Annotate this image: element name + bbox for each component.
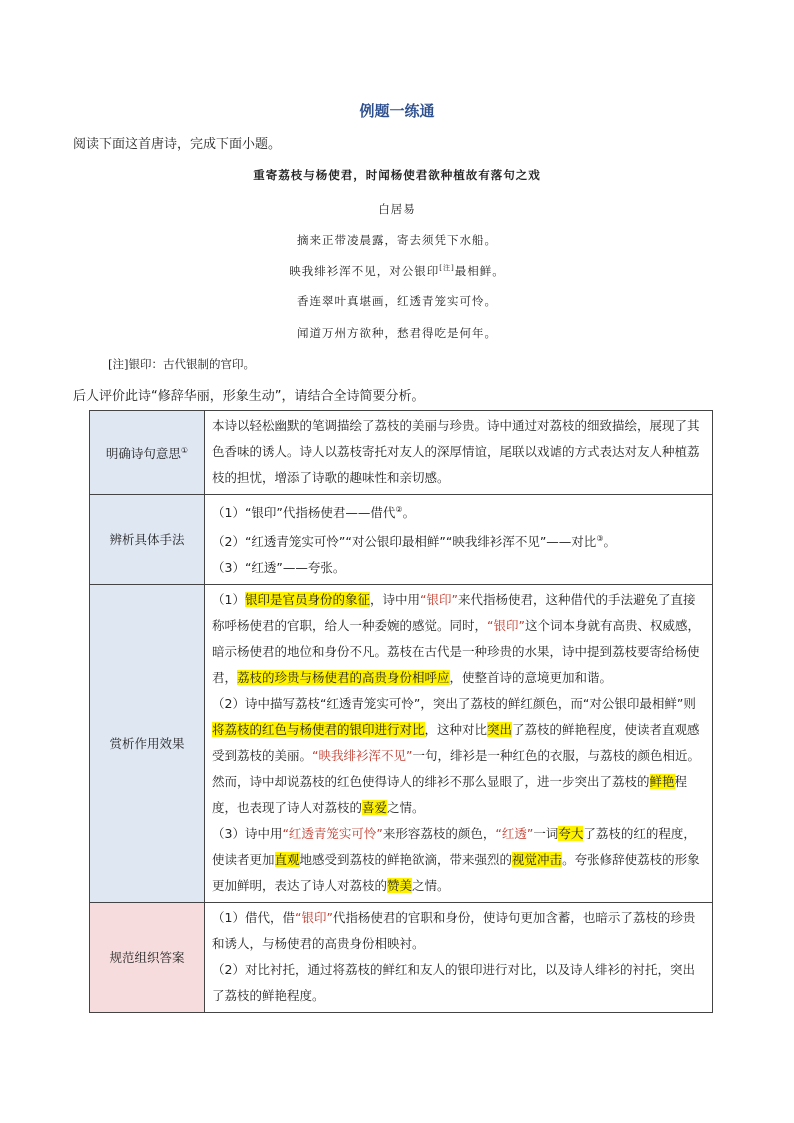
effect-paragraph-3: （3）诗中用“红透青笼实可怜”来形容荔枝的颜色，“红透”一词夸大了荔枝的红的程度，使读者更加直观地感受到荔枝的鲜艳欲滴，带来强烈的视觉冲击。夸张修辞使荔枝的形象更加鲜明，表达了诗人对荔枝的赞美之情。: [212, 826, 700, 894]
page-title: 例题一练通: [359, 102, 435, 120]
question-text: 后人评价此诗“修辞华丽，形象生动”，请结合全诗简要分析。: [73, 389, 425, 404]
technique-item: （2）“红透青笼实可怜”“对公银印最相鲜”“映我绯衫浑不见”——对比③。: [212, 534, 616, 550]
poem-note: [注]银印：古代银制的官印。: [108, 357, 255, 371]
poem-title: 重寄荔枝与杨使君，时闻杨使君欲种植故有落句之戏: [253, 168, 541, 182]
row-body-answer: [205, 903, 713, 1013]
table-row: [90, 585, 713, 903]
effect-paragraph-2: （2）诗中描写荔枝“红透青笼实可怜”，突出了荔枝的鲜红颜色，而“对公银印最相鲜”则将荔枝的红色与杨使君的银印进行对比，这种对比突出了荔枝的鲜艳程度，使读者直观感受到荔枝的美丽。“映我绯衫浑不见”一句，绯衫是一种红色的衣服，与荔枝的颜色相近。然而，诗中却说荔枝的红色使得诗人的绯衫不那么显眼了，进一步突出了荔枝的鲜艳程度，也表现了诗人对荔枝的喜爱之情。: [212, 696, 700, 816]
row-body-effect: [205, 585, 713, 903]
row-body-meaning: 本诗以轻松幽默的笔调描绘了荔枝的美丽与珍贵。诗中通过对荔枝的细致描绘，展现了其色香味的诱人。诗人以荔枝寄托对友人的深厚情谊，尾联以戏谑的方式表达对友人种植荔枝的担忧，增添了诗歌的趣味性和亲切感。: [205, 411, 713, 495]
poem-line-2: 映我绯衫浑不见，对公银印[注]最相鲜。: [289, 264, 505, 278]
answer-table: [89, 410, 713, 1013]
answer-paragraph-2: （2）对比衬托，通过将荔枝的鲜红和友人的银印进行对比，以及诗人绯衫的衬托，突出了荔枝的鲜艳程度。: [212, 962, 695, 1004]
poem-author: 白居易: [378, 202, 416, 216]
intro-text: 阅读下面这首唐诗，完成下面小题。: [73, 137, 282, 152]
table-row: [90, 411, 713, 495]
table-row: [90, 903, 713, 1013]
row-body-technique: [205, 495, 713, 585]
note-marker: [注]: [439, 264, 455, 273]
row-head-meaning: 明确诗句意思①: [90, 411, 205, 495]
answer-paragraph-1: （1）借代，借“银印”代指杨使君的官职和身份，使诗句更加含蓄，也暗示了荔枝的珍贵和诱人，与杨使君的高贵身份相映衬。: [212, 910, 696, 952]
poem-line-1: 摘来正带凌晨露，寄去须凭下水船。: [297, 233, 497, 247]
technique-item: （3）“红透”——夸张。: [212, 560, 346, 576]
poem-line-4: 闻道万州方欲种，愁君得吃是何年。: [297, 326, 497, 340]
table-row: [90, 495, 713, 585]
effect-paragraph-1: （1）银印是官员身份的象征，诗中用“银印”来代指杨使君，这种借代的手法避免了直接称呼杨使君的官职，给人一种委婉的感觉。同时，“银印”这个词本身就有高贵、权威感，暗示杨使君的地位和身份不凡。荔枝在古代是一种珍贵的水果，诗中提到荔枝要寄给杨使君，荔枝的珍贵与杨使君的高贵身份相呼应，使整首诗的意境更加和谐。: [212, 592, 700, 686]
poem-line-3: 香连翠叶真堪画，红透青笼实可怜。: [297, 294, 497, 308]
technique-item: （1）“银印”代指杨使君——借代②。: [212, 505, 416, 521]
row-head-technique: 辨析具体手法: [90, 495, 205, 585]
row-head-answer: 规范组织答案: [90, 903, 205, 1013]
row-head-effect: 赏析作用效果: [90, 585, 205, 903]
